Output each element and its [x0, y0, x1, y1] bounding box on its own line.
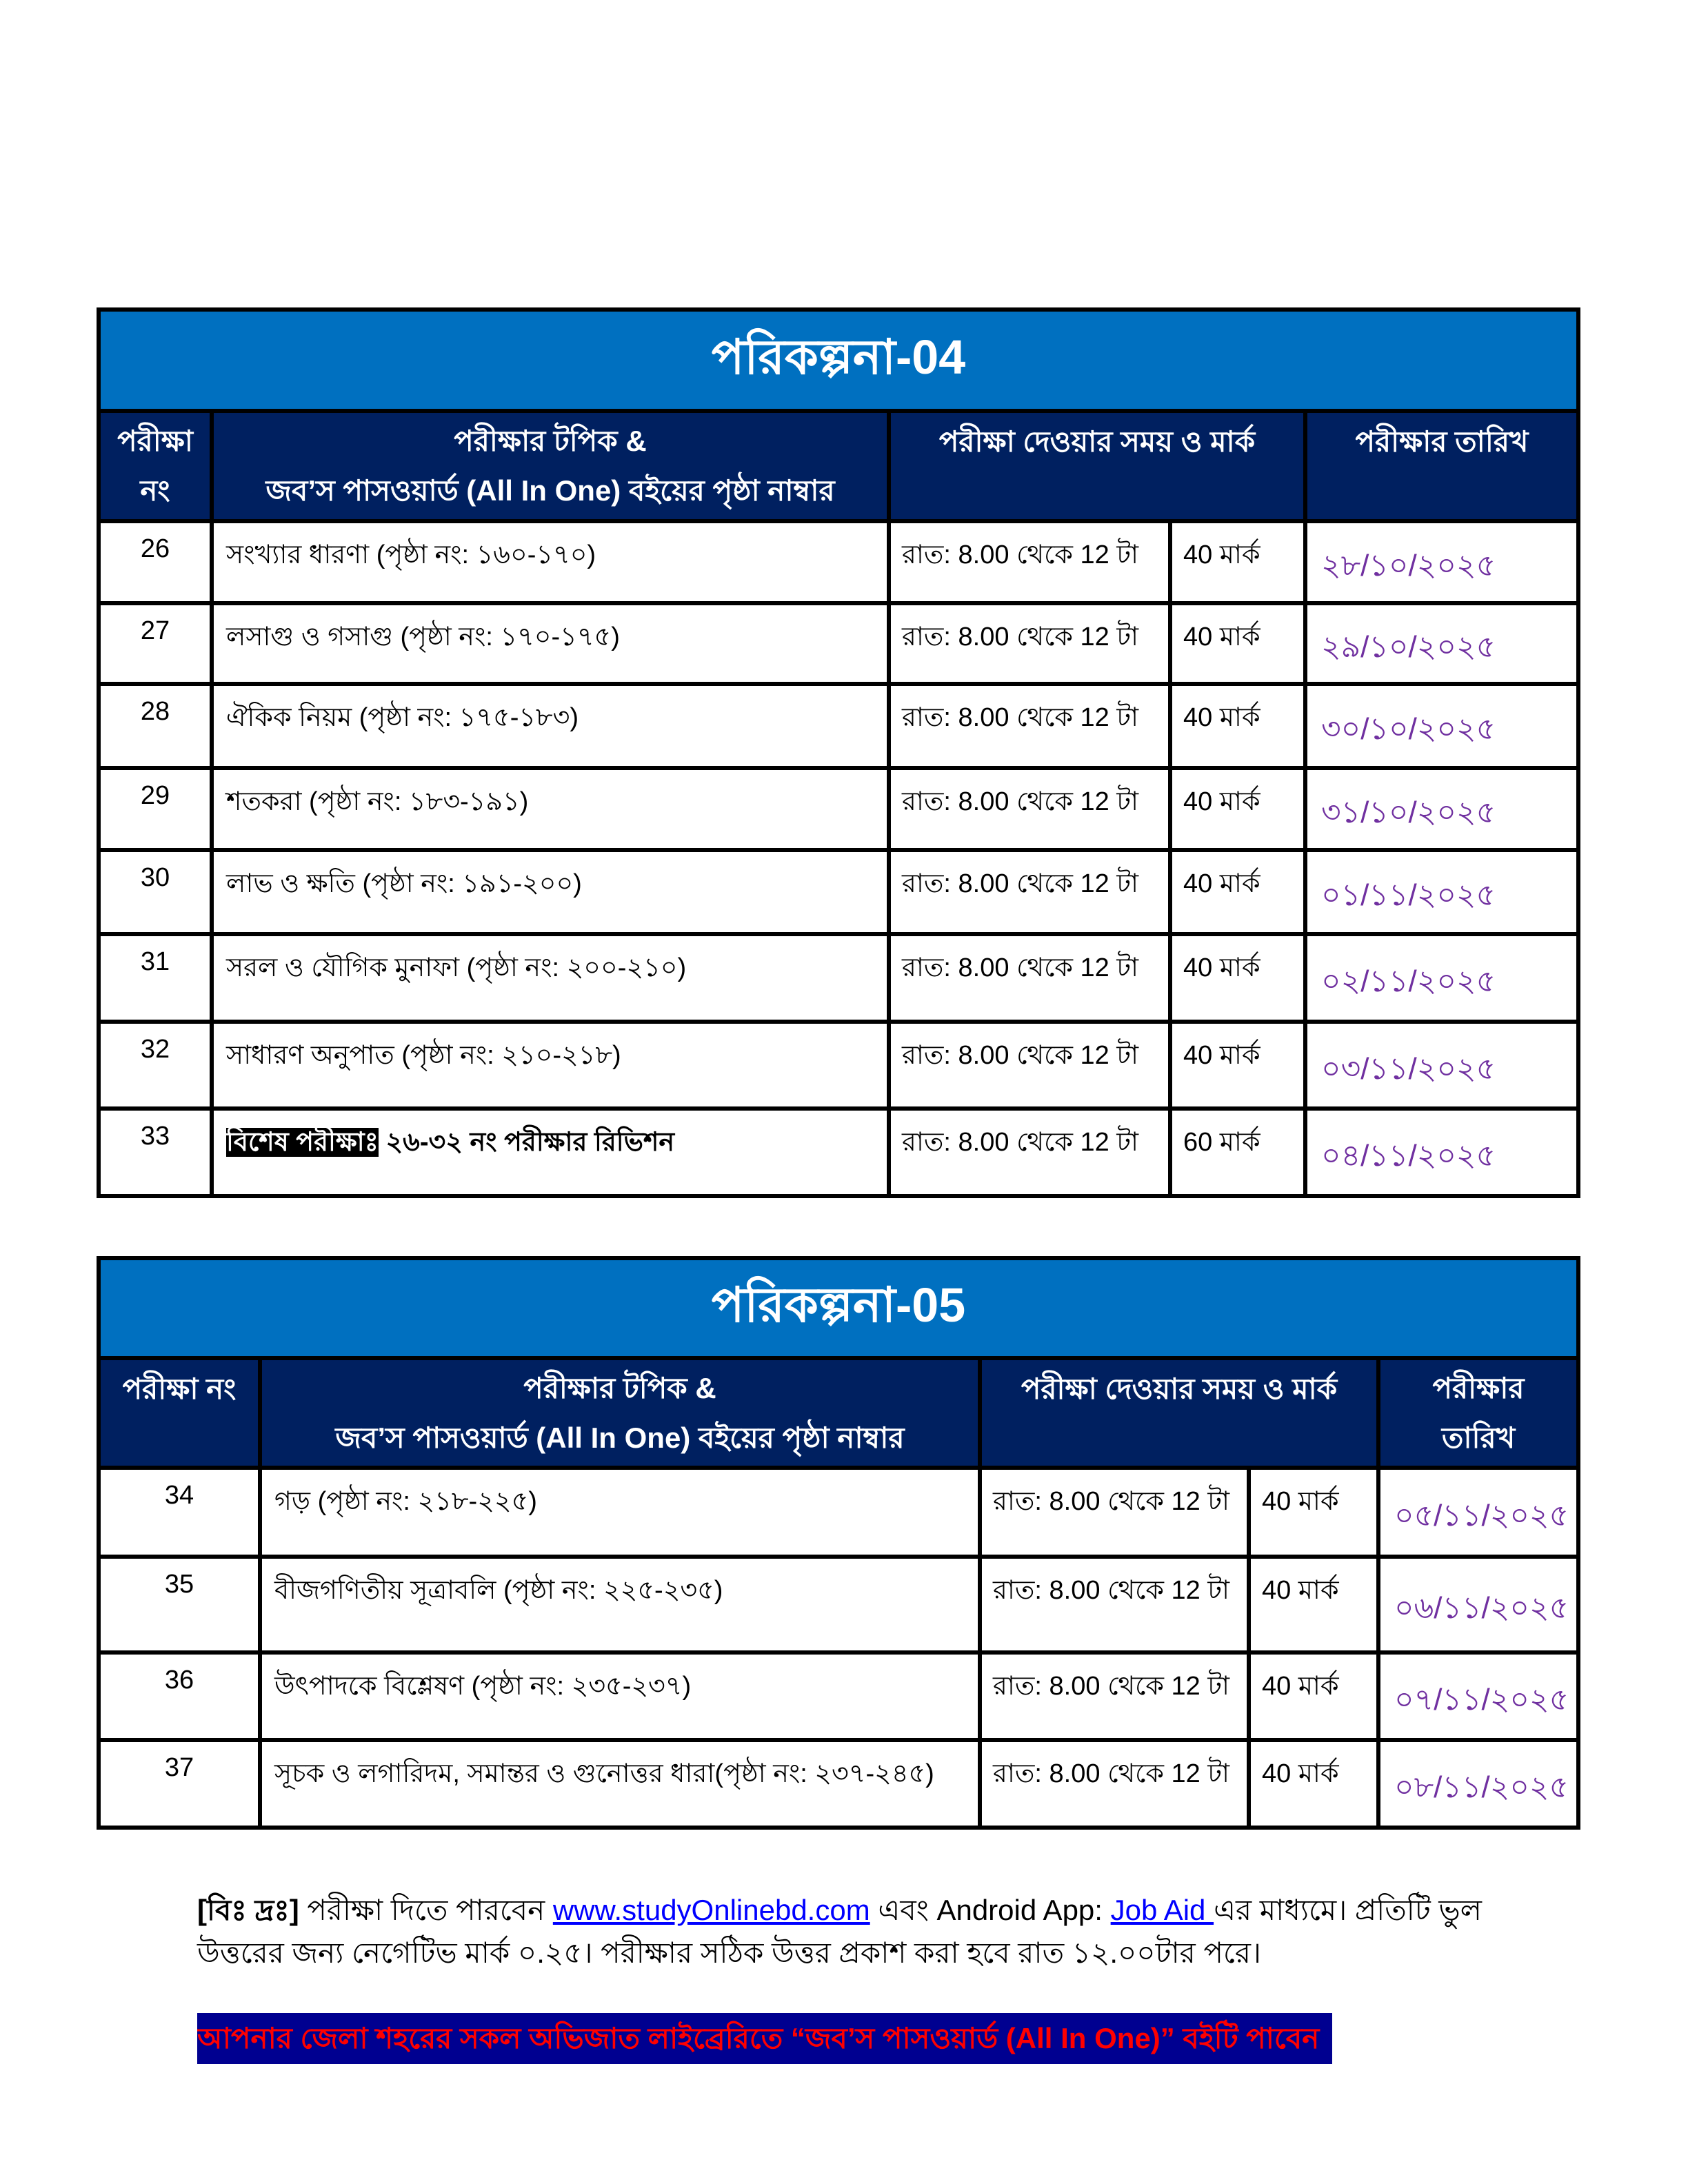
exam-no: 28 — [99, 684, 212, 769]
exam-mark: 40 মার্ক — [1170, 850, 1305, 935]
exam-date: ০৩/১১/২০২৫ — [1305, 1022, 1578, 1109]
exam-no: 32 — [99, 1022, 212, 1109]
exam-time: রাত: 8.00 থেকে 12 টা — [889, 684, 1170, 769]
exam-mark: 40 মার্ক — [1170, 684, 1305, 769]
exam-date: ৩১/১০/২০২৫ — [1305, 768, 1578, 850]
table-row — [99, 768, 1578, 850]
table-row — [99, 1022, 1578, 1109]
exam-mark: 40 মার্ক — [1170, 1022, 1305, 1109]
exam-time: রাত: 8.00 থেকে 12 টা — [980, 1557, 1249, 1652]
exam-topic: সংখ্যার ধারণা (পৃষ্ঠা নং: ১৬০-১৭০) — [212, 521, 889, 603]
exam-mark: 40 মার্ক — [1249, 1740, 1378, 1828]
exam-date: ০১/১১/২০২৫ — [1305, 850, 1578, 935]
header-topic: পরীক্ষার টপিক & জব’স পাসওয়ার্ড (All In One) বইয়ের পৃষ্ঠা নাম্বার — [260, 1358, 980, 1468]
exam-time: রাত: 8.00 থেকে 12 টা — [889, 850, 1170, 935]
job-aid-app-link[interactable]: Job Aid — [1110, 1894, 1214, 1926]
exam-date: ৩০/১০/২০২৫ — [1305, 684, 1578, 769]
exam-topic: গড় (পৃষ্ঠা নং: ২১৮-২২৫) — [260, 1468, 980, 1557]
exam-mark: 40 মার্ক — [1170, 603, 1305, 684]
header-topic: পরীক্ষার টপিক & জব’স পাসওয়ার্ড (All In One) বইয়ের পৃষ্ঠা নাম্বার — [212, 411, 889, 522]
header-date: পরীক্ষার তারিখ — [1378, 1358, 1578, 1468]
table-row — [99, 1740, 1578, 1828]
exam-date: ০৮/১১/২০২৫ — [1378, 1740, 1578, 1828]
exam-mark: 40 মার্ক — [1170, 768, 1305, 850]
exam-no: 35 — [99, 1557, 260, 1652]
plan4-title: পরিকল্পনা-04 — [99, 310, 1578, 411]
exam-no: 31 — [99, 934, 212, 1022]
exam-date: ২৯/১০/২০২৫ — [1305, 603, 1578, 684]
exam-no: 30 — [99, 850, 212, 935]
exam-mark: 40 মার্ক — [1249, 1652, 1378, 1740]
table-row — [99, 934, 1578, 1022]
note-label: [বিঃ দ্রঃ] — [197, 1894, 299, 1926]
exam-date: ০২/১১/২০২৫ — [1305, 934, 1578, 1022]
exam-time: রাত: 8.00 থেকে 12 টা — [889, 768, 1170, 850]
exam-topic: বিশেষ পরীক্ষাঃ ২৬-৩২ নং পরীক্ষার রিভিশন — [212, 1109, 889, 1196]
table-row-special — [99, 1109, 1578, 1196]
header-time-mark: পরীক্ষা দেওয়ার সময় ও মার্ক — [980, 1358, 1378, 1468]
exam-time: রাত: 8.00 থেকে 12 টা — [980, 1468, 1249, 1557]
website-link[interactable]: www.studyOnlinebd.com — [552, 1894, 870, 1926]
plan5-table — [97, 1256, 1580, 1830]
exam-mark: 40 মার্ক — [1249, 1557, 1378, 1652]
table-row — [99, 521, 1578, 603]
exam-no: 37 — [99, 1740, 260, 1828]
exam-topic: লসাগু ও গসাগু (পৃষ্ঠা নং: ১৭০-১৭৫) — [212, 603, 889, 684]
exam-topic: শতকরা (পৃষ্ঠা নং: ১৮৩-১৯১) — [212, 768, 889, 850]
exam-topic: উৎপাদকে বিশ্লেষণ (পৃষ্ঠা নং: ২৩৫-২৩৭) — [260, 1652, 980, 1740]
exam-time: রাত: 8.00 থেকে 12 টা — [889, 603, 1170, 684]
exam-date: ০৭/১১/২০২৫ — [1378, 1652, 1578, 1740]
table-row — [99, 684, 1578, 769]
table-row — [99, 603, 1578, 684]
exam-topic: সাধারণ অনুপাত (পৃষ্ঠা নং: ২১০-২১৮) — [212, 1022, 889, 1109]
exam-date: ০৪/১১/২০২৫ — [1305, 1109, 1578, 1196]
exam-topic: বীজগণিতীয় সূত্রাবলি (পৃষ্ঠা নং: ২২৫-২৩৫) — [260, 1557, 980, 1652]
exam-topic: সূচক ও লগারিদম, সমান্তর ও গুনোত্তর ধারা(পৃষ্ঠা নং: ২৩৭-২৪৫) — [260, 1740, 980, 1828]
special-exam-label: বিশেষ পরীক্ষাঃ — [226, 1128, 379, 1157]
exam-no: 36 — [99, 1652, 260, 1740]
exam-date: ০৫/১১/২০২৫ — [1378, 1468, 1578, 1557]
exam-no: 34 — [99, 1468, 260, 1557]
exam-mark: 60 মার্ক — [1170, 1109, 1305, 1196]
header-exam-no: পরীক্ষা নং — [99, 411, 212, 522]
exam-time: রাত: 8.00 থেকে 12 টা — [980, 1652, 1249, 1740]
exam-topic: লাভ ও ক্ষতি (পৃষ্ঠা নং: ১৯১-২০০) — [212, 850, 889, 935]
header-exam-no: পরীক্ষা নং — [99, 1358, 260, 1468]
exam-mark: 40 মার্ক — [1170, 934, 1305, 1022]
table-row — [99, 850, 1578, 935]
exam-date: ০৬/১১/২০২৫ — [1378, 1557, 1578, 1652]
table-row — [99, 1652, 1578, 1740]
promo-banner: আপনার জেলা শহরের সকল অভিজাত লাইব্রেরিতে “জব’স পাসওয়ার্ড (All In One)” বইটি পাবেন — [197, 2013, 1332, 2064]
exam-no: 26 — [99, 521, 212, 603]
notes: [বিঃ দ্রঃ] পরীক্ষা দিতে পারবেন www.studyOnlinebd.com এবং Android App: Job Aid এর মাধ্যমে। প্রতিটি ভুল উত্তরের জন্য নেগেটিভ মার্ক ০.২৫। পরীক্ষার সঠিক উত্তর প্রকাশ করা হবে রাত ১২.০০টার পরে। — [197, 1894, 1482, 1969]
exam-topic: ঐকিক নিয়ম (পৃষ্ঠা নং: ১৭৫-১৮৩) — [212, 684, 889, 769]
table-row — [99, 1557, 1578, 1652]
header-date: পরীক্ষার তারিখ — [1305, 411, 1578, 522]
plan5-title: পরিকল্পনা-05 — [99, 1258, 1578, 1358]
header-time-mark: পরীক্ষা দেওয়ার সময় ও মার্ক — [889, 411, 1305, 522]
table-row — [99, 1468, 1578, 1557]
plan4-table — [97, 307, 1580, 1198]
exam-topic: সরল ও যৌগিক মুনাফা (পৃষ্ঠা নং: ২০০-২১০) — [212, 934, 889, 1022]
exam-time: রাত: 8.00 থেকে 12 টা — [889, 934, 1170, 1022]
exam-no: 29 — [99, 768, 212, 850]
exam-mark: 40 মার্ক — [1170, 521, 1305, 603]
exam-no: 33 — [99, 1109, 212, 1196]
exam-date: ২৮/১০/২০২৫ — [1305, 521, 1578, 603]
exam-time: রাত: 8.00 থেকে 12 টা — [889, 521, 1170, 603]
exam-time: রাত: 8.00 থেকে 12 টা — [980, 1740, 1249, 1828]
exam-mark: 40 মার্ক — [1249, 1468, 1378, 1557]
exam-time: রাত: 8.00 থেকে 12 টা — [889, 1109, 1170, 1196]
exam-no: 27 — [99, 603, 212, 684]
exam-time: রাত: 8.00 থেকে 12 টা — [889, 1022, 1170, 1109]
